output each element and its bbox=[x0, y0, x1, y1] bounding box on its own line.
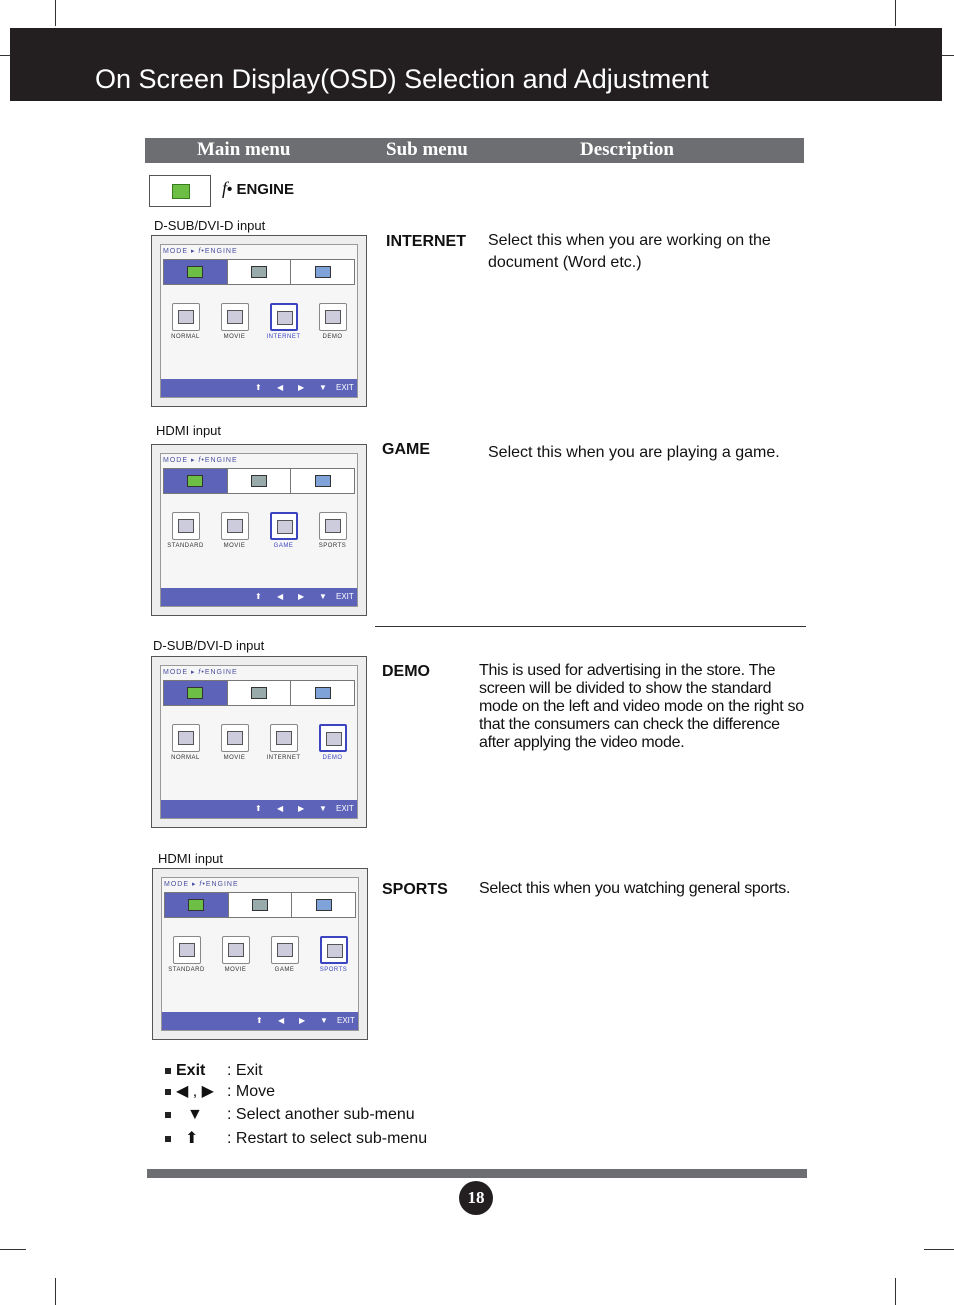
engine-label bbox=[222, 178, 294, 200]
settings-icon bbox=[316, 899, 332, 911]
right-arrow-icon[interactable]: ▶ bbox=[298, 592, 305, 601]
osd-item[interactable] bbox=[165, 936, 209, 973]
tab-f-engine[interactable] bbox=[164, 260, 228, 284]
movie-icon bbox=[222, 936, 250, 964]
right-arrow-icon[interactable]: ▶ bbox=[298, 383, 305, 392]
game-icon bbox=[271, 936, 299, 964]
demo-icon bbox=[319, 303, 347, 331]
osd-panel bbox=[160, 665, 358, 819]
osd-item[interactable] bbox=[213, 724, 257, 761]
osd-item[interactable] bbox=[213, 303, 257, 340]
sports-icon bbox=[319, 512, 347, 540]
right-arrow-icon[interactable]: ▶ bbox=[298, 804, 305, 813]
osd-item[interactable] bbox=[213, 512, 257, 549]
osd-item[interactable] bbox=[262, 724, 306, 761]
header-description: Description bbox=[580, 139, 674, 160]
display-icon bbox=[251, 687, 267, 699]
section-divider bbox=[375, 626, 806, 627]
tab-settings[interactable] bbox=[291, 469, 354, 493]
down-arrow-icon[interactable]: ▼ bbox=[319, 592, 327, 601]
submenu-name: GAME bbox=[382, 441, 430, 458]
item-label: DEMO bbox=[322, 334, 343, 340]
osd-control-bar bbox=[161, 800, 357, 818]
engine-f: f bbox=[222, 178, 228, 198]
submenu-description: Select this when you watching general sports. bbox=[479, 880, 791, 897]
legend-key: Exit bbox=[176, 1062, 206, 1079]
tab-display[interactable] bbox=[228, 681, 292, 705]
submenu-description: Select this when you are working on the document (Word etc.) bbox=[488, 232, 771, 271]
crop-mark bbox=[942, 55, 954, 56]
item-label: NORMAL bbox=[171, 755, 200, 761]
osd-item[interactable] bbox=[262, 303, 306, 340]
f-engine-icon bbox=[187, 266, 203, 278]
submenu-description: Select this when you are playing a game. bbox=[488, 444, 780, 461]
osd-item[interactable] bbox=[262, 512, 306, 549]
normal-icon bbox=[172, 724, 200, 752]
down-arrow-icon[interactable]: ▼ bbox=[319, 383, 327, 392]
item-label: STANDARD bbox=[167, 543, 204, 549]
legend-value: : Move bbox=[227, 1083, 276, 1100]
tab-f-engine[interactable] bbox=[164, 469, 228, 493]
legend-value: : Exit bbox=[227, 1062, 263, 1079]
up-arrow-icon[interactable]: ⬆ bbox=[255, 592, 262, 601]
f-engine-icon bbox=[187, 687, 203, 699]
osd-control-bar bbox=[162, 1012, 358, 1030]
engine-name: ENGINE bbox=[236, 181, 294, 198]
left-arrow-icon[interactable]: ◀ bbox=[277, 804, 284, 813]
exit-button[interactable]: EXIT bbox=[336, 592, 354, 601]
exit-button[interactable]: EXIT bbox=[337, 1016, 355, 1025]
tab-display[interactable] bbox=[229, 893, 293, 917]
legend-value: : Restart to select sub-menu bbox=[227, 1130, 428, 1147]
item-label: GAME bbox=[273, 543, 294, 549]
submenu-name: INTERNET bbox=[386, 233, 466, 250]
movie-icon bbox=[221, 512, 249, 540]
osd-panel bbox=[160, 453, 358, 607]
down-arrow-icon: ▼ bbox=[187, 1106, 203, 1123]
osd-tabs bbox=[163, 680, 355, 706]
tab-settings[interactable] bbox=[292, 893, 355, 917]
item-label: SPORTS bbox=[319, 967, 348, 973]
item-label: DEMO bbox=[322, 755, 343, 761]
crop-mark bbox=[55, 1278, 56, 1305]
tab-display[interactable] bbox=[228, 469, 292, 493]
sports-icon bbox=[320, 936, 348, 964]
standard-icon bbox=[172, 512, 200, 540]
tab-f-engine[interactable] bbox=[164, 681, 228, 705]
osd-screen bbox=[151, 235, 367, 407]
osd-items bbox=[162, 936, 358, 973]
settings-icon bbox=[315, 475, 331, 487]
crop-mark bbox=[55, 0, 56, 26]
item-label: MOVIE bbox=[224, 967, 247, 973]
crop-mark bbox=[0, 55, 10, 56]
left-arrow-icon[interactable]: ◀ bbox=[277, 383, 284, 392]
display-icon bbox=[251, 475, 267, 487]
item-label: NORMAL bbox=[171, 334, 200, 340]
game-icon bbox=[270, 512, 298, 540]
settings-icon bbox=[315, 687, 331, 699]
submenu-name: DEMO bbox=[382, 663, 430, 680]
right-arrow-icon[interactable]: ▶ bbox=[299, 1016, 306, 1025]
tab-settings[interactable] bbox=[291, 681, 354, 705]
down-arrow-icon[interactable]: ▼ bbox=[320, 1016, 328, 1025]
display-icon bbox=[251, 266, 267, 278]
bullet-icon bbox=[165, 1089, 171, 1095]
demo-icon bbox=[319, 724, 347, 752]
exit-button[interactable]: EXIT bbox=[336, 804, 354, 813]
crop-mark bbox=[895, 0, 896, 26]
tab-f-engine[interactable] bbox=[165, 893, 229, 917]
settings-icon bbox=[315, 266, 331, 278]
movie-icon bbox=[221, 303, 249, 331]
osd-item[interactable] bbox=[312, 936, 356, 973]
osd-item[interactable] bbox=[311, 512, 355, 549]
left-arrow-icon[interactable]: ◀ bbox=[277, 592, 284, 601]
item-label: INTERNET bbox=[266, 334, 301, 340]
osd-control-bar bbox=[161, 379, 357, 397]
engine-menu-box bbox=[149, 175, 211, 207]
page-number: 18 bbox=[459, 1181, 493, 1215]
osd-item[interactable] bbox=[164, 512, 208, 549]
left-arrow-icon[interactable]: ◀ bbox=[278, 1016, 285, 1025]
input-label: HDMI input bbox=[156, 423, 222, 438]
bullet-icon bbox=[165, 1068, 171, 1074]
standard-icon bbox=[173, 936, 201, 964]
tab-display[interactable] bbox=[228, 260, 292, 284]
item-label: STANDARD bbox=[168, 967, 205, 973]
f-engine-icon bbox=[187, 475, 203, 487]
header-sub-menu: Sub menu bbox=[386, 139, 468, 160]
internet-icon bbox=[270, 303, 298, 331]
tab-settings[interactable] bbox=[291, 260, 354, 284]
input-label: D-SUB/DVI-D input bbox=[154, 218, 266, 233]
item-label: GAME bbox=[274, 967, 295, 973]
osd-mode-title: MODE ▸ f•ENGINE bbox=[163, 248, 238, 255]
item-label: MOVIE bbox=[223, 543, 246, 549]
osd-screen bbox=[151, 656, 367, 828]
osd-panel bbox=[160, 244, 358, 398]
osd-control-bar bbox=[161, 588, 357, 606]
osd-items bbox=[161, 303, 357, 340]
bullet-icon bbox=[165, 1136, 171, 1142]
submenu-description: This is used for advertising in the store. The screen will be divided to show the standard mode on the left and video mode on the right so that the consumers can check the difference after applying the video mode. bbox=[479, 662, 804, 751]
osd-screen bbox=[151, 444, 367, 616]
osd-tabs bbox=[163, 468, 355, 494]
osd-screen bbox=[152, 868, 368, 1040]
osd-item[interactable] bbox=[214, 936, 258, 973]
item-label: SPORTS bbox=[318, 543, 347, 549]
osd-item[interactable] bbox=[311, 303, 355, 340]
osd-mode-title: MODE ▸ f•ENGINE bbox=[164, 881, 239, 888]
up-arrow-icon[interactable]: ⬆ bbox=[256, 1016, 263, 1025]
osd-items bbox=[161, 724, 357, 761]
down-arrow-icon[interactable]: ▼ bbox=[319, 804, 327, 813]
up-arrow-icon[interactable]: ⬆ bbox=[255, 804, 262, 813]
left-right-arrow-icon: ◀ , ▶ bbox=[176, 1083, 214, 1100]
osd-item[interactable] bbox=[311, 724, 355, 761]
normal-icon bbox=[172, 303, 200, 331]
up-arrow-icon[interactable]: ⬆ bbox=[255, 383, 262, 392]
osd-mode-title: MODE ▸ f•ENGINE bbox=[163, 457, 238, 464]
f-engine-icon bbox=[172, 184, 190, 199]
display-icon bbox=[252, 899, 268, 911]
title-banner bbox=[10, 28, 942, 101]
item-label: INTERNET bbox=[266, 755, 301, 761]
movie-icon bbox=[221, 724, 249, 752]
input-label: HDMI input bbox=[158, 851, 224, 866]
osd-item[interactable] bbox=[263, 936, 307, 973]
input-label: D-SUB/DVI-D input bbox=[153, 638, 265, 653]
crop-mark bbox=[0, 1249, 26, 1250]
osd-items bbox=[161, 512, 357, 549]
table-header bbox=[145, 138, 804, 163]
header-main-menu: Main menu bbox=[197, 139, 291, 160]
footer-bar bbox=[147, 1169, 807, 1178]
osd-tabs bbox=[164, 892, 356, 918]
engine-dot: • bbox=[227, 181, 233, 198]
exit-button[interactable]: EXIT bbox=[336, 383, 354, 392]
restart-arrow-icon: ⬆ bbox=[185, 1130, 199, 1147]
crop-mark bbox=[895, 1278, 896, 1305]
osd-item[interactable] bbox=[164, 724, 208, 761]
internet-icon bbox=[270, 724, 298, 752]
item-label: MOVIE bbox=[223, 755, 246, 761]
legend-value: : Select another sub-menu bbox=[227, 1106, 415, 1123]
crop-mark bbox=[924, 1249, 954, 1250]
bullet-icon bbox=[165, 1112, 171, 1118]
f-engine-icon bbox=[188, 899, 204, 911]
page-title: On Screen Display(OSD) Selection and Adjustment bbox=[95, 64, 709, 94]
osd-item[interactable] bbox=[164, 303, 208, 340]
submenu-name: SPORTS bbox=[382, 881, 448, 898]
item-label: MOVIE bbox=[223, 334, 246, 340]
osd-tabs bbox=[163, 259, 355, 285]
osd-panel bbox=[161, 877, 359, 1031]
osd-mode-title: MODE ▸ f•ENGINE bbox=[163, 669, 238, 676]
